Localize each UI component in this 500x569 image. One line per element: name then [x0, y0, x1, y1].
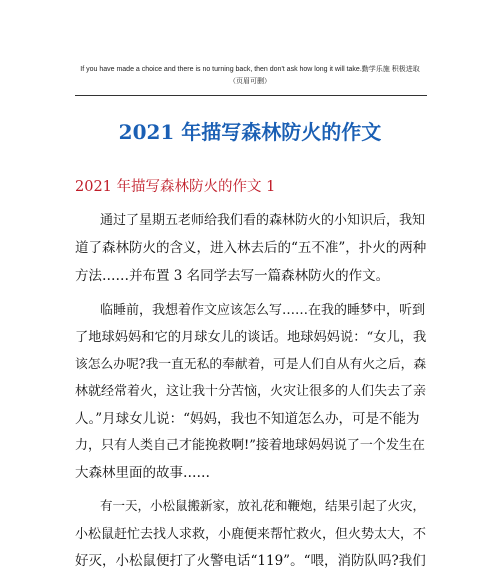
section-title: 2021 年描写森林防火的作文 1 — [75, 179, 276, 195]
header-divider — [75, 95, 427, 96]
body-line: 通过了星期五老师给我们看的森林防火的小知识后，我知 — [100, 213, 426, 228]
body-line: 大森林里面的故事…… — [75, 465, 210, 481]
body-line: 了地球妈妈和它的月球女儿的谈话。地球妈妈说：“女儿，我 — [75, 330, 427, 345]
body-line: 临睡前，我想着作文应该怎么写……在我的睡梦中，听到 — [100, 303, 426, 318]
body-line: 该怎么办呢?我一直无私的奉献着，可是人们自从有火之后，森 — [75, 357, 427, 372]
body-line: 力，只有人类自己才能挽救啊!”接着地球妈妈说了一个发生在 — [75, 438, 425, 453]
header-quote: If you have made a choice and there is no turning back, then don't ask how long it will take.勤学乐施 积极进取 — [80, 66, 420, 73]
body-line: 林就经常着火，这让我十分苦恼，火灾让很多的人们失去了亲 — [75, 384, 427, 399]
document-title: 2021 年描写森林防火的作文 — [118, 120, 382, 144]
body-line: 方法……并布置 3 名同学去写一篇森林防火的作文。 — [75, 268, 390, 284]
body-line: 好灭，小松鼠便打了火警电话“119”。“喂，消防队吗?我们 — [75, 553, 426, 569]
body-line: 道了森林防火的含义，进入林去后的“五不准”，扑火的两种 — [75, 240, 427, 256]
header-note: （页眉可删） — [229, 78, 271, 85]
body-line: 小松鼠赶忙去找人求救，小鹿便来帮忙救火，但火势太大，不 — [75, 527, 427, 542]
body-line: 有一天，小松鼠搬新家，放礼花和鞭炮，结果引起了火灾， — [100, 498, 426, 513]
body-line: 人。”月球女儿说：“妈妈，我也不知道怎么办，可是不能为 — [75, 411, 420, 427]
